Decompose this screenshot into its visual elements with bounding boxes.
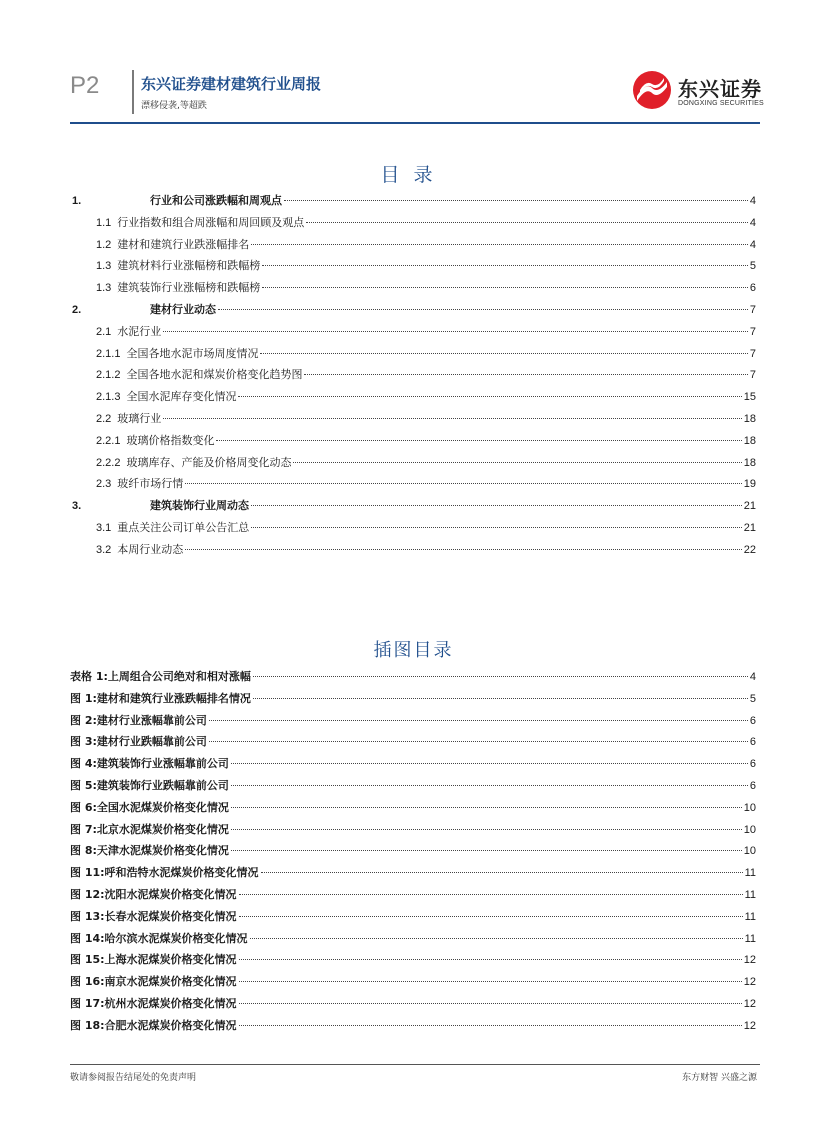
figure-entry[interactable] <box>70 971 756 993</box>
toc-entry[interactable] <box>70 299 756 321</box>
dot-leader <box>209 720 748 721</box>
dot-leader <box>231 807 742 808</box>
entry-label: 建材和建筑行业涨跌幅排名情况 <box>96 691 251 705</box>
entry-number: 图 5: <box>70 778 97 792</box>
entry-page: 5 <box>749 260 756 273</box>
entry-number: 1.3 <box>96 260 112 273</box>
entry-label: 全国水泥库存变化情况 <box>126 390 237 404</box>
entry-number: 1.1 <box>96 216 112 229</box>
entry-page: 6 <box>749 714 756 727</box>
dot-leader <box>262 287 748 288</box>
toc-entry[interactable] <box>70 190 756 212</box>
footer-disclaimer: 敬请参阅报告结尾处的免责声明 <box>70 1073 197 1083</box>
entry-page: 22 <box>743 543 756 556</box>
entry-page: 19 <box>743 478 756 491</box>
entry-label: 行业指数和组合周涨幅和周回顾及观点 <box>117 215 305 229</box>
entry-label: 上海水泥煤炭价格变化情况 <box>104 953 237 967</box>
report-title: 东兴证券建材建筑行业周报 <box>141 75 322 93</box>
entry-page: 7 <box>749 303 756 316</box>
entry-page: 6 <box>749 779 756 792</box>
figure-entry[interactable] <box>70 1015 756 1037</box>
figure-entry[interactable] <box>70 840 756 862</box>
entry-number: 图 16: <box>70 975 105 989</box>
toc-entry[interactable] <box>70 212 756 234</box>
header-rule <box>70 122 760 124</box>
entry-page: 4 <box>749 216 756 229</box>
toc-entry[interactable] <box>70 234 756 256</box>
entry-page: 7 <box>749 369 756 382</box>
entry-label: 建材行业跌幅靠前公司 <box>96 735 207 749</box>
entry-label: 水泥行业 <box>117 324 162 338</box>
entry-label: 建筑装饰行业涨幅靠前公司 <box>96 757 229 771</box>
dot-leader <box>239 981 742 982</box>
dot-leader <box>163 331 748 332</box>
toc-entry[interactable] <box>70 430 756 452</box>
footer-rule <box>70 1064 760 1065</box>
entry-label: 建筑材料行业涨幅榜和跌幅榜 <box>117 259 261 273</box>
entry-label: 建材行业涨幅靠前公司 <box>96 713 207 727</box>
entry-page: 7 <box>749 347 756 360</box>
toc-entry[interactable] <box>70 386 756 408</box>
dot-leader <box>239 1003 742 1004</box>
figures-title: 插图目录 <box>373 640 454 661</box>
entry-number: 图 17: <box>70 996 105 1010</box>
entry-label: 玻纤市场行情 <box>117 477 184 491</box>
entry-label: 呼和浩特水泥煤炭价格变化情况 <box>104 866 259 880</box>
entry-label: 长春水泥煤炭价格变化情况 <box>104 909 237 923</box>
figure-entry[interactable] <box>70 906 756 928</box>
dot-leader <box>231 785 748 786</box>
figure-entry[interactable] <box>70 993 756 1015</box>
entry-number: 2.2.2 <box>96 456 121 469</box>
page-header <box>0 0 827 130</box>
entry-page: 21 <box>743 500 756 513</box>
entry-label: 全国各地水泥和煤炭价格变化趋势图 <box>126 368 303 382</box>
entry-number: 1.2 <box>96 238 112 251</box>
entry-page: 11 <box>744 932 756 945</box>
page-number: P2 <box>70 72 100 99</box>
entry-page: 11 <box>744 910 756 923</box>
entry-label: 建筑装饰行业跌幅靠前公司 <box>96 778 229 792</box>
figure-entry[interactable] <box>70 688 756 710</box>
entry-page: 7 <box>749 325 756 338</box>
header-divider <box>132 70 134 114</box>
entry-label: 本周行业动态 <box>117 542 184 556</box>
dot-leader <box>218 309 748 310</box>
entry-number: 图 3: <box>70 735 97 749</box>
entry-number: 2. <box>72 303 82 316</box>
figure-entry[interactable] <box>70 884 756 906</box>
toc-title: 目录 <box>380 164 447 186</box>
entry-label: 全国各地水泥市场周度情况 <box>126 346 259 360</box>
toc-entry[interactable] <box>70 473 756 495</box>
entry-label: 全国水泥煤炭价格变化情况 <box>96 800 229 814</box>
entry-page: 18 <box>743 434 756 447</box>
entry-page: 6 <box>749 736 756 749</box>
entry-page: 5 <box>749 692 756 705</box>
entry-number: 1. <box>72 195 82 207</box>
entry-label: 天津水泥煤炭价格变化情况 <box>96 844 229 858</box>
report-subtitle: 漂移侵袭,等超跌 <box>141 101 207 111</box>
dot-leader <box>253 698 748 699</box>
entry-number: 3.2 <box>96 543 112 556</box>
entry-page: 10 <box>743 823 756 836</box>
entry-label: 哈尔滨水泥煤炭价格变化情况 <box>104 931 248 945</box>
figure-entry[interactable] <box>70 949 756 971</box>
entry-page: 15 <box>743 391 756 404</box>
figure-entry[interactable] <box>70 731 756 753</box>
figure-entry[interactable] <box>70 775 756 797</box>
dot-leader <box>293 462 741 463</box>
dot-leader <box>231 763 748 764</box>
entry-number: 图 15: <box>70 953 105 967</box>
dot-leader <box>231 829 742 830</box>
logo-text-en: DONGXING SECURITIES <box>678 100 764 107</box>
entry-number: 1.3 <box>96 282 112 295</box>
dot-leader <box>239 916 743 917</box>
entry-page: 12 <box>743 976 756 989</box>
entry-label: 建材和建筑行业跌涨幅排名 <box>117 237 250 251</box>
toc-entry[interactable] <box>70 517 756 539</box>
entry-number: 图 1: <box>70 691 97 705</box>
dot-leader <box>261 872 743 873</box>
entry-page: 4 <box>749 238 756 251</box>
entry-label: 沈阳水泥煤炭价格变化情况 <box>104 887 237 901</box>
dot-leader <box>185 549 741 550</box>
entry-number: 2.2 <box>96 412 112 425</box>
entry-number: 图 6: <box>70 800 97 814</box>
toc-entry[interactable] <box>70 343 756 365</box>
figure-entry[interactable] <box>70 862 756 884</box>
dot-leader <box>163 418 741 419</box>
toc-entry[interactable] <box>70 364 756 386</box>
dot-leader <box>239 894 743 895</box>
entry-number: 2.1.2 <box>96 369 121 382</box>
figure-entry[interactable] <box>70 928 756 950</box>
entry-page: 4 <box>749 671 756 683</box>
entry-number: 图 8: <box>70 844 97 858</box>
figure-entry[interactable] <box>70 753 756 775</box>
entry-label: 北京水泥煤炭价格变化情况 <box>96 822 229 836</box>
dot-leader <box>253 676 748 677</box>
entry-page: 11 <box>744 867 756 880</box>
entry-label: 建筑装饰行业涨幅榜和跌幅榜 <box>117 281 261 295</box>
entry-number: 图 18: <box>70 1018 105 1032</box>
dot-leader <box>209 741 748 742</box>
toc-entry[interactable] <box>70 408 756 430</box>
dot-leader <box>251 527 741 528</box>
dot-leader <box>250 938 743 939</box>
entry-label: 玻璃价格指数变化 <box>126 433 215 447</box>
entry-page: 18 <box>743 412 756 425</box>
entry-number: 2.1.3 <box>96 391 121 404</box>
dot-leader <box>304 374 747 375</box>
entry-page: 12 <box>743 954 756 967</box>
entry-label: 行业和公司涨跌幅和周观点 <box>150 194 282 207</box>
entry-page: 12 <box>743 1019 756 1032</box>
entry-page: 10 <box>743 845 756 858</box>
entry-label: 玻璃行业 <box>117 411 162 425</box>
toc-entry[interactable] <box>70 539 756 561</box>
dot-leader <box>306 222 748 223</box>
entry-page: 6 <box>749 758 756 771</box>
toc-entry[interactable] <box>70 321 756 343</box>
entry-number: 图 13: <box>70 909 105 923</box>
entry-number: 表格 1: <box>70 670 108 683</box>
entry-page: 4 <box>749 195 756 207</box>
entry-page: 21 <box>743 521 756 534</box>
entry-label: 合肥水泥煤炭价格变化情况 <box>104 1018 237 1032</box>
entry-label: 玻璃库存、产能及价格周变化动态 <box>126 455 292 469</box>
entry-label: 建筑装饰行业周动态 <box>150 499 249 513</box>
dongxing-logo-icon <box>632 70 672 110</box>
entry-page: 10 <box>743 801 756 814</box>
entry-label: 杭州水泥煤炭价格变化情况 <box>104 996 237 1010</box>
entry-label: 上周组合公司绝对和相对涨幅 <box>107 670 251 683</box>
dot-leader <box>231 850 742 851</box>
entry-number: 图 4: <box>70 757 97 771</box>
table-of-contents <box>70 190 756 561</box>
figure-entry[interactable] <box>70 797 756 819</box>
entry-number: 图 11: <box>70 866 105 880</box>
company-logo <box>632 70 767 114</box>
figure-entry[interactable] <box>70 819 756 841</box>
entry-page: 6 <box>749 282 756 295</box>
footer-slogan: 东方财智 兴盛之源 <box>682 1073 757 1083</box>
logo-text-cn: 东兴证券 <box>678 77 762 101</box>
entry-number: 图 2: <box>70 713 97 727</box>
list-of-figures <box>70 666 756 1037</box>
entry-number: 2.1.1 <box>96 347 121 360</box>
dot-leader <box>260 353 747 354</box>
dot-leader <box>262 265 748 266</box>
dot-leader <box>284 200 748 201</box>
entry-number: 图 7: <box>70 822 97 836</box>
entry-number: 2.3 <box>96 478 112 491</box>
toc-entry[interactable] <box>70 495 756 517</box>
entry-number: 2.2.1 <box>96 434 121 447</box>
toc-entry[interactable] <box>70 277 756 299</box>
dot-leader <box>251 505 742 506</box>
entry-label: 南京水泥煤炭价格变化情况 <box>104 975 237 989</box>
entry-page: 11 <box>744 888 756 901</box>
dot-leader <box>239 1025 742 1026</box>
entry-number: 图 14: <box>70 931 105 945</box>
dot-leader <box>239 959 742 960</box>
entry-label: 建材行业动态 <box>150 302 216 316</box>
dot-leader <box>216 440 741 441</box>
dot-leader <box>251 244 748 245</box>
entry-number: 图 12: <box>70 887 105 901</box>
entry-label: 重点关注公司订单公告汇总 <box>117 520 250 534</box>
entry-number: 3.1 <box>96 521 112 534</box>
entry-number: 2.1 <box>96 325 112 338</box>
entry-number: 3. <box>72 500 82 513</box>
figure-entry[interactable] <box>70 666 756 688</box>
entry-page: 12 <box>743 997 756 1010</box>
toc-entry[interactable] <box>70 452 756 474</box>
toc-entry[interactable] <box>70 255 756 277</box>
dot-leader <box>238 396 741 397</box>
dot-leader <box>185 483 741 484</box>
figure-entry[interactable] <box>70 710 756 732</box>
entry-page: 18 <box>743 456 756 469</box>
